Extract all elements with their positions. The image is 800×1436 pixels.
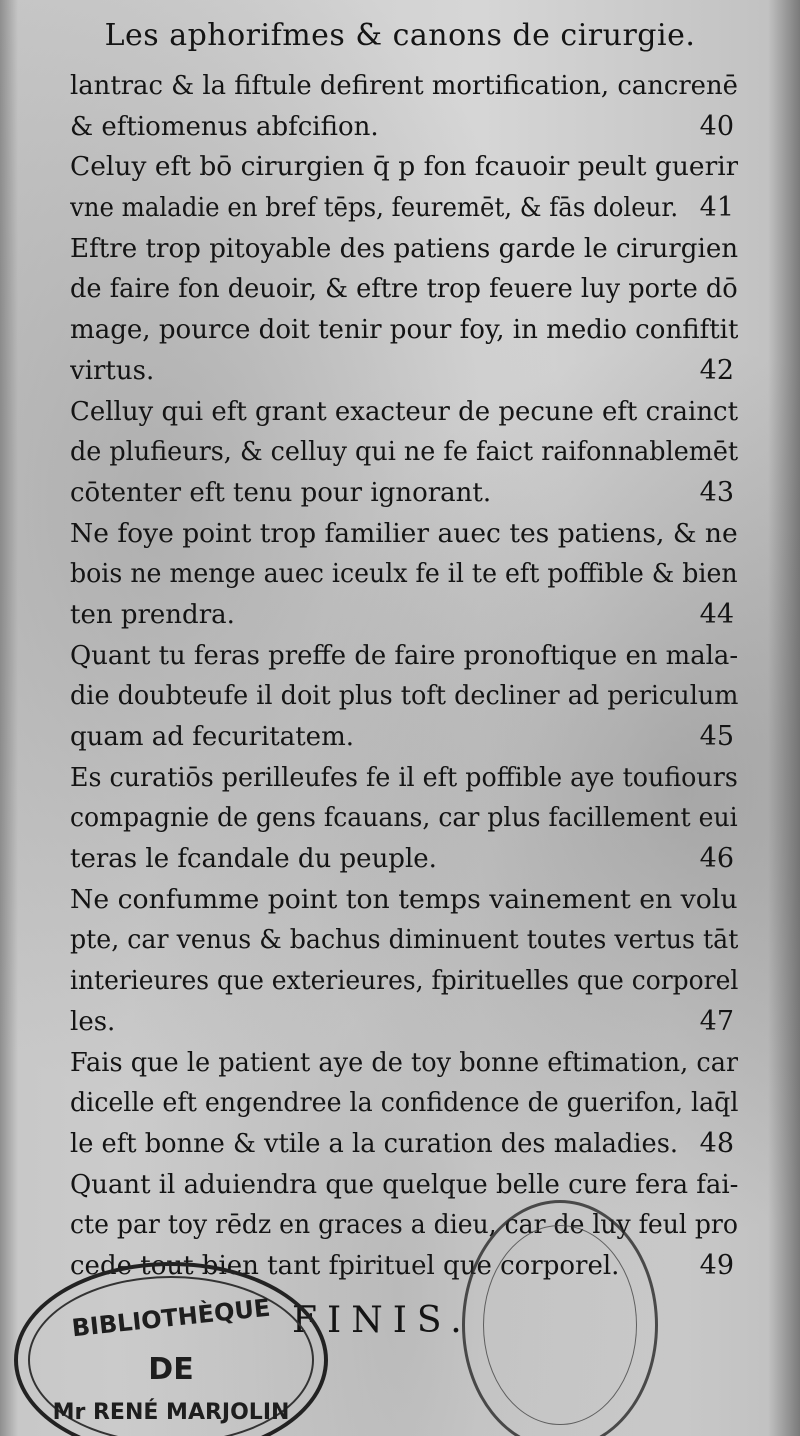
stamp-line-3: Mr RENÉ MARJOLIN <box>52 1400 290 1425</box>
text-line <box>70 961 738 1002</box>
finis-label: FINIS. <box>292 1300 472 1341</box>
text-line <box>70 66 738 107</box>
text-line <box>70 432 738 473</box>
line-text: cōtenter eft tenu pour ignorant. <box>70 477 492 508</box>
text-line <box>70 1165 738 1206</box>
text-line <box>70 554 738 595</box>
text-line <box>70 798 738 839</box>
text-line <box>70 147 738 188</box>
aphorism-number: 47 <box>699 1005 734 1037</box>
aphorism-number: 40 <box>699 110 734 142</box>
line-text: lantrac & la fiftule defirent mortification, cancrenē <box>70 71 738 101</box>
aphorism-number: 41 <box>699 192 734 224</box>
line-text: vne maladie en bref tēps, feuremēt, & fās doleur. <box>70 193 679 224</box>
line-text: pte, car venus & bachus diminuent toutes vertus tāt <box>70 925 738 956</box>
text-line <box>70 717 738 758</box>
text-line <box>70 1205 738 1246</box>
line-text: Celluy qui eft grant exacteur de pecune eft crainct <box>70 396 738 427</box>
aphorism-number: 42 <box>699 354 734 386</box>
text-line <box>70 514 738 555</box>
line-text: mage, pource doit tenir pour foy, in medio confiftit <box>70 315 738 346</box>
running-header: Les aphorifmes & canons de cirurgie. <box>104 18 696 53</box>
line-text: compagnie de gens fcauans, car plus facillement eui <box>70 803 738 834</box>
aphorism-number: 48 <box>699 1127 734 1159</box>
line-text: de faire fon deuoir, & eftre trop feuere luy porte dō <box>70 274 738 305</box>
line-text: Es curatiōs perilleufes fe il eft poffible aye toufiours <box>70 762 738 793</box>
text-line <box>70 269 738 310</box>
text-line <box>70 351 738 392</box>
text-line <box>70 920 738 961</box>
text-line <box>70 229 738 270</box>
text-line <box>70 1124 738 1165</box>
aphorism-number: 49 <box>699 1249 734 1281</box>
line-text: bois ne menge auec iceulx fe il te eft poffible & bien <box>70 559 738 590</box>
line-text: Ne foye point trop familier auec tes patiens, & ne <box>70 518 738 549</box>
stamp-line-2: DE <box>148 1352 194 1387</box>
aphorism-number: 45 <box>699 721 734 752</box>
line-text: Fais que le patient aye de toy bonne eftimation, car <box>70 1047 738 1078</box>
line-text: teras le fcandale du peuple. <box>70 844 437 875</box>
text-line <box>70 758 738 799</box>
text-line <box>70 839 738 880</box>
line-text: Quant il aduiendra que quelque belle cure fera fai- <box>70 1169 738 1200</box>
line-text: quam ad fecuritatem. <box>70 722 354 752</box>
library-stamp <box>14 1262 328 1436</box>
text-line <box>70 595 738 636</box>
aphorism-number: 44 <box>699 598 734 630</box>
line-text: cede tout bien tant fpirituel que corporel. <box>70 1250 620 1281</box>
line-text: les. <box>70 1006 116 1037</box>
text-line <box>70 880 738 921</box>
stamp-line-1: BIBLIOTHÈQUE <box>70 1293 272 1343</box>
faculty-seal-stamp <box>462 1200 658 1436</box>
line-text: & eftiomenus abfcifion. <box>70 111 379 142</box>
line-text: Eftre trop pitoyable des patiens garde le cirurgien <box>70 233 738 264</box>
text-line <box>70 107 738 148</box>
text-line <box>70 392 738 433</box>
line-text: interieures que exterieures, fpirituelles que corporel <box>70 966 738 997</box>
line-text: le eft bonne & vtile a la curation des maladies. <box>70 1128 679 1159</box>
text-line <box>70 1002 738 1043</box>
text-line <box>70 473 738 514</box>
text-line <box>70 636 738 677</box>
line-text: die doubteufe il doit plus toft decliner ad periculum <box>70 681 738 712</box>
text-line <box>70 1043 738 1084</box>
aphorism-number: 46 <box>699 843 734 875</box>
line-text: Ne confumme point ton temps vainement en volu <box>70 884 738 915</box>
text-line <box>70 676 738 717</box>
line-text: Celuy eft bō cirurgien q̄ p fon fcauoir peult guerir <box>70 152 738 183</box>
aphorism-number: 43 <box>699 476 734 508</box>
line-text: cte par toy rēdz en graces a dieu, car de luy feul pro <box>70 1210 738 1241</box>
text-line <box>70 188 738 229</box>
line-text: Quant tu feras preffe de faire pronoftique en mala- <box>70 640 738 671</box>
aphorisms-text <box>70 66 738 1287</box>
text-line <box>70 1083 738 1124</box>
line-text: virtus. <box>70 355 155 386</box>
line-text: dicelle eft engendree la confidence de guerifon, laq̄l <box>70 1088 738 1119</box>
line-text: de plufieurs, & celluy qui ne fe faict raifonnablemēt <box>70 437 738 468</box>
line-text: ten prendra. <box>70 599 235 630</box>
text-line <box>70 310 738 351</box>
